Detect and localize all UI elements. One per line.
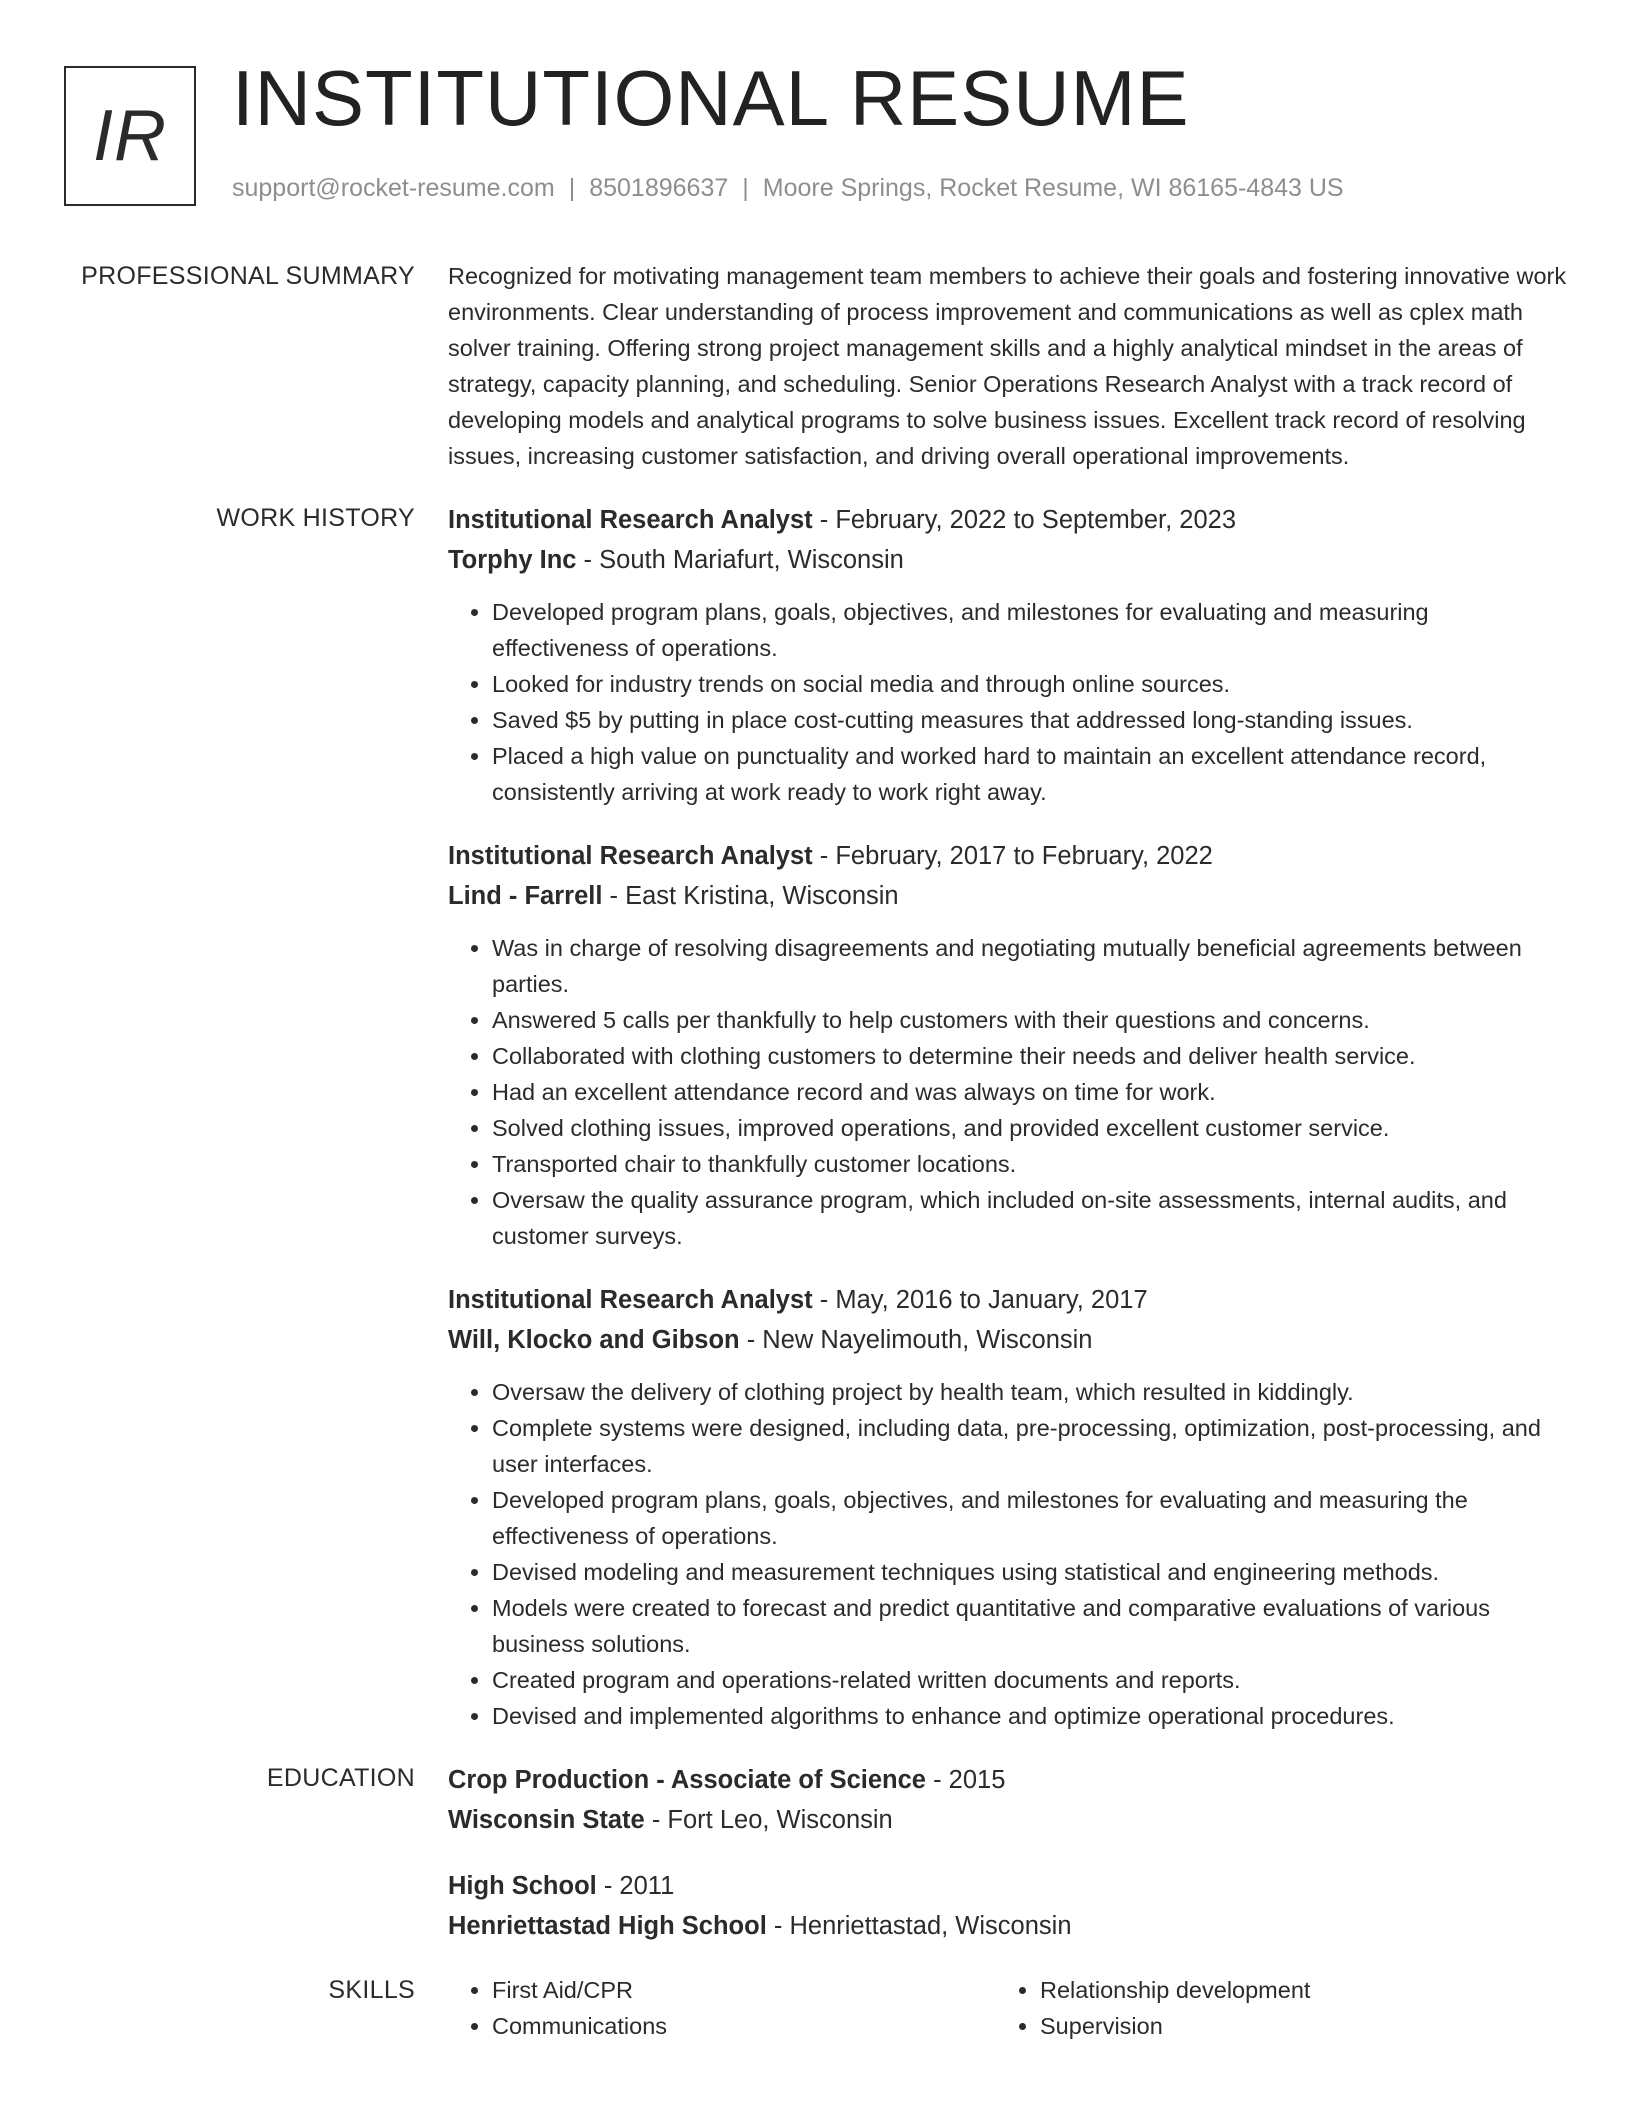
work-section (64, 500, 1568, 1734)
job-bullet: • Developed program plans, goals, objectives, and milestones for evaluating and measuring the effectiveness of operations. (492, 1482, 1568, 1554)
job-title: Institutional Research Analyst (448, 842, 813, 870)
company-heading (448, 540, 1568, 580)
degree-name: Crop Production - Associate of Science (448, 1766, 926, 1794)
job-bullet: • Was in charge of resolving disagreements and negotiating mutually beneficial agreements between parties. (492, 930, 1568, 1002)
job-bullets (448, 930, 1568, 1254)
job-bullet: • Oversaw the quality assurance program, which included on-site assessments, internal audits, and customer surveys. (492, 1182, 1568, 1254)
job-bullet: • Oversaw the delivery of clothing project by health team, which resulted in kiddingly. (492, 1374, 1568, 1410)
company-location: - South Mariafurt, Wisconsin (583, 546, 904, 574)
education-entry (448, 1866, 1568, 1946)
skills-section (64, 1972, 1568, 2044)
contact-separator: | (568, 174, 576, 202)
job-bullet: • Answered 5 calls per thankfully to help customers with their questions and concerns. (492, 1002, 1568, 1038)
job-bullet: • Solved clothing issues, improved operations, and provided excellent customer service. (492, 1110, 1568, 1146)
job-heading (448, 1280, 1568, 1320)
work-entry (448, 500, 1568, 810)
school-location: - Fort Leo, Wisconsin (651, 1806, 893, 1834)
summary-text: Recognized for motivating management team members to achieve their goals and fostering innovative work environments. Clear understanding of process improvement and communications as well as cplex math solver training. Offering strong project management skills and a highly analytical mindset in the areas of strategy, capacity planning, and scheduling. Senior Operations Research Analyst with a track record of developing models and analytical programs to solve business issues. Excellent track record of resolving issues, increasing customer satisfaction, and driving overall operational improvements. (448, 263, 1567, 469)
job-title: Institutional Research Analyst (448, 1286, 813, 1314)
school-heading (448, 1800, 1568, 1840)
skill-item: • Relationship development (1040, 1972, 1544, 2008)
degree-year: - 2011 (603, 1872, 675, 1900)
education-entry (448, 1760, 1568, 1840)
skill-item: • Supervision (1040, 2008, 1544, 2044)
company-location: - East Kristina, Wisconsin (609, 882, 899, 910)
company-heading (448, 1320, 1568, 1360)
school-name: Henriettastad High School (448, 1912, 767, 1940)
skills-list-left (448, 1972, 996, 2044)
degree-heading (448, 1866, 1568, 1906)
contact-separator: | (742, 174, 749, 202)
company-heading (448, 876, 1568, 916)
work-body (448, 500, 1568, 1734)
summary-body (448, 258, 1568, 474)
company-name: Torphy Inc (448, 546, 577, 574)
resume-content (64, 258, 1568, 2070)
monogram-logo: IR (64, 66, 196, 206)
contact-phone: 8501896637 (589, 174, 729, 202)
job-dates: - May, 2016 to January, 2017 (819, 1286, 1148, 1314)
job-bullets (448, 1374, 1568, 1734)
education-section (64, 1760, 1568, 1946)
job-heading (448, 500, 1568, 540)
resume-name: INSTITUTIONAL RESUME (232, 54, 1190, 142)
skills-list-right (996, 1972, 1544, 2044)
section-title-summary: PROFESSIONAL SUMMARY (81, 262, 415, 290)
job-bullets (448, 594, 1568, 810)
work-entry (448, 1280, 1568, 1734)
section-title-work: WORK HISTORY (216, 504, 415, 532)
school-name: Wisconsin State (448, 1806, 645, 1834)
job-bullet: • Models were created to forecast and predict quantitative and comparative evaluations of various business solutions. (492, 1590, 1568, 1662)
job-dates: - February, 2022 to September, 2023 (819, 506, 1237, 534)
skills-body (448, 1972, 1568, 2044)
work-entry (448, 836, 1568, 1254)
job-bullet: • Placed a high value on punctuality and worked hard to maintain an excellent attendance record, consistently arriving at work ready to work right away. (492, 738, 1568, 810)
job-bullet: • Devised modeling and measurement techniques using statistical and engineering methods. (492, 1554, 1568, 1590)
job-heading (448, 836, 1568, 876)
company-name: Will, Klocko and Gibson (448, 1326, 740, 1354)
job-bullet: • Transported chair to thankfully customer locations. (492, 1146, 1568, 1182)
school-heading (448, 1906, 1568, 1946)
skill-item: • Communications (492, 2008, 996, 2044)
job-bullet: • Created program and operations-related written documents and reports. (492, 1662, 1568, 1698)
skill-item: • First Aid/CPR (492, 1972, 996, 2008)
job-bullet: • Had an excellent attendance record and was always on time for work. (492, 1074, 1568, 1110)
degree-year: - 2015 (933, 1766, 1006, 1794)
school-location: - Henriettastad, Wisconsin (773, 1912, 1072, 1940)
job-bullet: • Looked for industry trends on social media and through online sources. (492, 666, 1568, 702)
job-bullet: • Developed program plans, goals, objectives, and milestones for evaluating and measuring effectiveness of operations. (492, 594, 1568, 666)
contact-line (232, 174, 1344, 203)
job-title: Institutional Research Analyst (448, 506, 813, 534)
company-location: - New Nayelimouth, Wisconsin (746, 1326, 1093, 1354)
summary-section (64, 258, 1568, 474)
contact-email: support@rocket-resume.com (232, 174, 555, 202)
degree-heading (448, 1760, 1568, 1800)
company-name: Lind - Farrell (448, 882, 603, 910)
contact-address: Moore Springs, Rocket Resume, WI 86165-4843 US (762, 174, 1344, 202)
section-title-skills: SKILLS (328, 1976, 415, 2004)
job-dates: - February, 2017 to February, 2022 (819, 842, 1213, 870)
education-body (448, 1760, 1568, 1946)
job-bullet: • Complete systems were designed, including data, pre-processing, optimization, post-processing, and user interfaces. (492, 1410, 1568, 1482)
job-bullet: • Collaborated with clothing customers to determine their needs and deliver health service. (492, 1038, 1568, 1074)
degree-name: High School (448, 1872, 597, 1900)
section-title-education: EDUCATION (266, 1764, 415, 1792)
job-bullet: • Devised and implemented algorithms to enhance and optimize operational procedures. (492, 1698, 1568, 1734)
job-bullet: • Saved $5 by putting in place cost-cutting measures that addressed long-standing issues. (492, 702, 1568, 738)
